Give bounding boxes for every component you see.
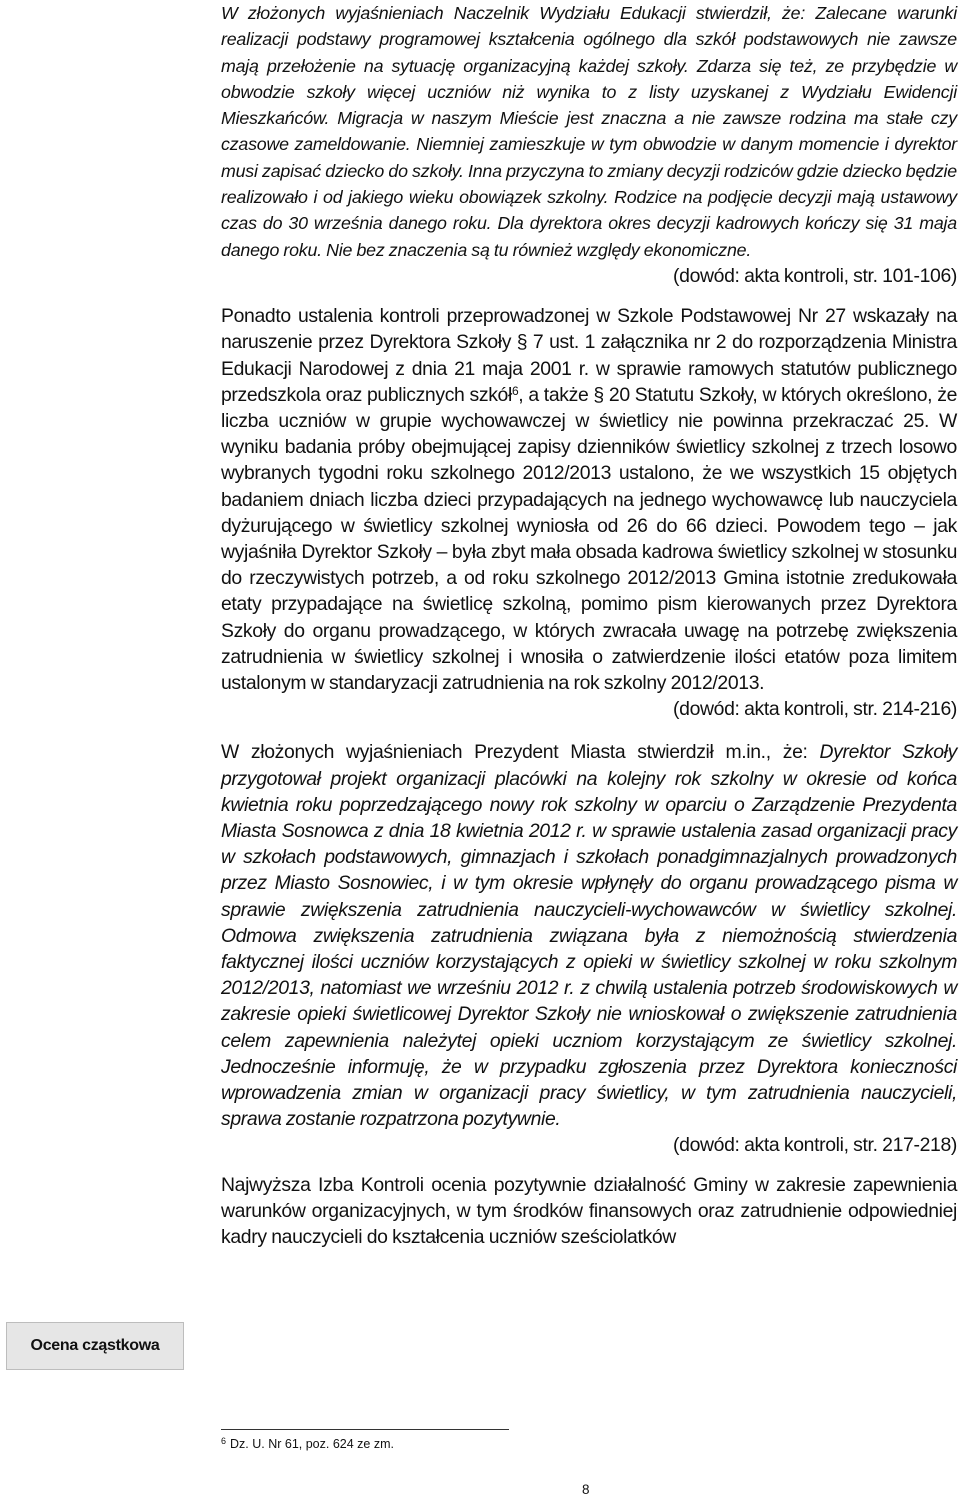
mayor-quote: Dyrektor Szkoły przygotował projekt organizacji placówki na kolejny rok szkolny w okresie od końca kwietnia roku poprzedzającego nowy rok szkolny w oparciu o Zarządzenie Prezydenta Miasta Sosnowca z dnia 18 kwietnia 2012 r. w sprawie ustalenia zasad organizacji pracy w szkołach podstawowych, gimnazjach i szkołach ponadgimnazjalnych prowadzonych przez Miasto Sosnowiec, i w tym okresie wpłynęły do organu prowadzącego pisma w sprawie zwiększenia zatrudnienia nauczycieli-wychowawców w świetlicy szkolnej. Odmowa zwiększenia zatrudnienia związana była z niemożnością stwierdzenia faktycznej ilości uczniów korzystających z opieki w świetlicy szkolnej w roku szkolnym 2012/2013, natomiast we wrześniu 2012 r. z chwilą ustalenia potrzeb środowiskowych w zakresie opieki świetlicowej Dyrektor Szkoły nie wnioskował o zwiększenie zatrudnienia celem zapewnienia należytej opieki uczniom korzystającym ze świetlicy szkolnej. Jednocześnie informuję, że w przypadku zgłoszenia przez Dyrektora konieczności wprowadzenia zmian w organizacji pracy świetlicy, w tym zatrudnienia nauczycieli, sprawa zostanie rozpatrzona pozytywnie. — [221, 741, 957, 1131]
paragraph-director-explanation: W złożonych wyjaśnieniach Naczelnik Wydziału Edukacji stwierdził, że: Zalecane warunki realizacji podstawy programowej kształcenia ogólnego dla szkół podstawowych nie zawsze mają przełożenie na sytuację organizacyjną każdej szkoły. Zdarza się też, ze przybędzie w obwodzie szkoły więcej uczniów niż wynika to z listy uzyskanej z Wydziału Ewidencji Mieszkańców. Migracja w naszym Mieście jest znaczna a nie zawsze rodzina ma stałe czy czasowe zameldowanie. Niemniej zamieszkuje w tym obwodzie w danym momencie i dyrektor musi zapisać dziecko do szkoły. Inna przyczyna to zmiany decyzji rodziców gdzie dziecko będzie realizowało i od jakiego wieku obowiązek szkolny. Rodzice na podjęcie decyzji mają ustawowy czas do 30 września danego roku. Dla dyrektora okres decyzji kadrowych kończy się 31 maja danego roku. Nie bez znaczenia są tu również względy ekonomiczne. — [221, 3, 957, 260]
paragraph-partial-assessment: Najwyższa Izba Kontroli ocenia pozytywnie działalność Gminy w zakresie zapewnienia warunków organizacyjnych, w tym środków finansowych oraz zatrudnienie odpowiedniej kadry nauczycieli do kształcenia uczniów sześciolatków — [221, 1173, 957, 1249]
footnote-number: 6 — [221, 1436, 227, 1446]
paragraph-mayor-explanation — [221, 739, 957, 1132]
mayor-intro: W złożonych wyjaśnieniach Prezydent Miasta stwierdził m.in., że: — [221, 741, 820, 764]
findings-text-part-1: Ponadto ustalenia kontroli przeprowadzonej w Szkole Podstawowej Nr 27 wskazały na naruszenie przez Dyrektora Szkoły § 7 ust. 1 załącznika nr 2 do rozporządzenia Ministra Edukacji Narodowej z dnia 21 maja 2001 r. w sprawie ramowych statutów publicznego przedszkola oraz publicznych szkół — [221, 305, 957, 406]
paragraph-inspection-findings — [221, 303, 957, 696]
footnote-reference: 6 — [511, 383, 519, 398]
main-column — [221, 0, 957, 1250]
evidence-reference-1: (dowód: akta kontroli, str. 101-106) — [673, 264, 957, 287]
footnote — [221, 1436, 394, 1451]
partial-assessment-label: Ocena cząstkowa — [6, 1322, 184, 1370]
evidence-reference-3: (dowód: akta kontroli, str. 217-218) — [673, 1134, 957, 1157]
footnote-separator — [221, 1429, 509, 1430]
footnote-text: Dz. U. Nr 61, poz. 624 ze zm. — [230, 1437, 394, 1451]
findings-text-part-2: , a także § 20 Statutu Szkoły, w których określono, że liczba uczniów w grupie wychowawczej w świetlicy nie powinna przekraczać 25. W wyniku badania próby obejmującej zapisy dzienników świetlicy szkolnej z trzech losowo wybranych tygodni roku szkolnego 2012/2013 ustalono, że we wszystkich 15 objętych badaniem dniach liczba dzieci przypadających na jednego wychowawcę lub nauczyciela dyżurującego w świetlicy szkolnej wyniosła od 26 do 66 dzieci. Powodem tego – jak wyjaśniła Dyrektor Szkoły – była zbyt mała obsada kadrowa świetlicy szkolnej w stosunku do rzeczywistych potrzeb, a od roku szkolnego 2012/2013 Gmina istotnie zredukowała etaty przypadające na świetlicę szkolną, pomimo pism kierowanych przez Dyrektora Szkoły do organu prowadzącego, w których zwracała uwagę na potrzebę zwiększenia zatrudnienia w świetlicy szkolnej i wnosiła o zatwierdzenie ilości etatów poza limitem ustalonym w standaryzacji zatrudnienia na rok szkolny 2012/2013. — [221, 383, 958, 695]
evidence-reference-2: (dowód: akta kontroli, str. 214-216) — [673, 698, 957, 721]
page-number: 8 — [582, 1482, 590, 1497]
